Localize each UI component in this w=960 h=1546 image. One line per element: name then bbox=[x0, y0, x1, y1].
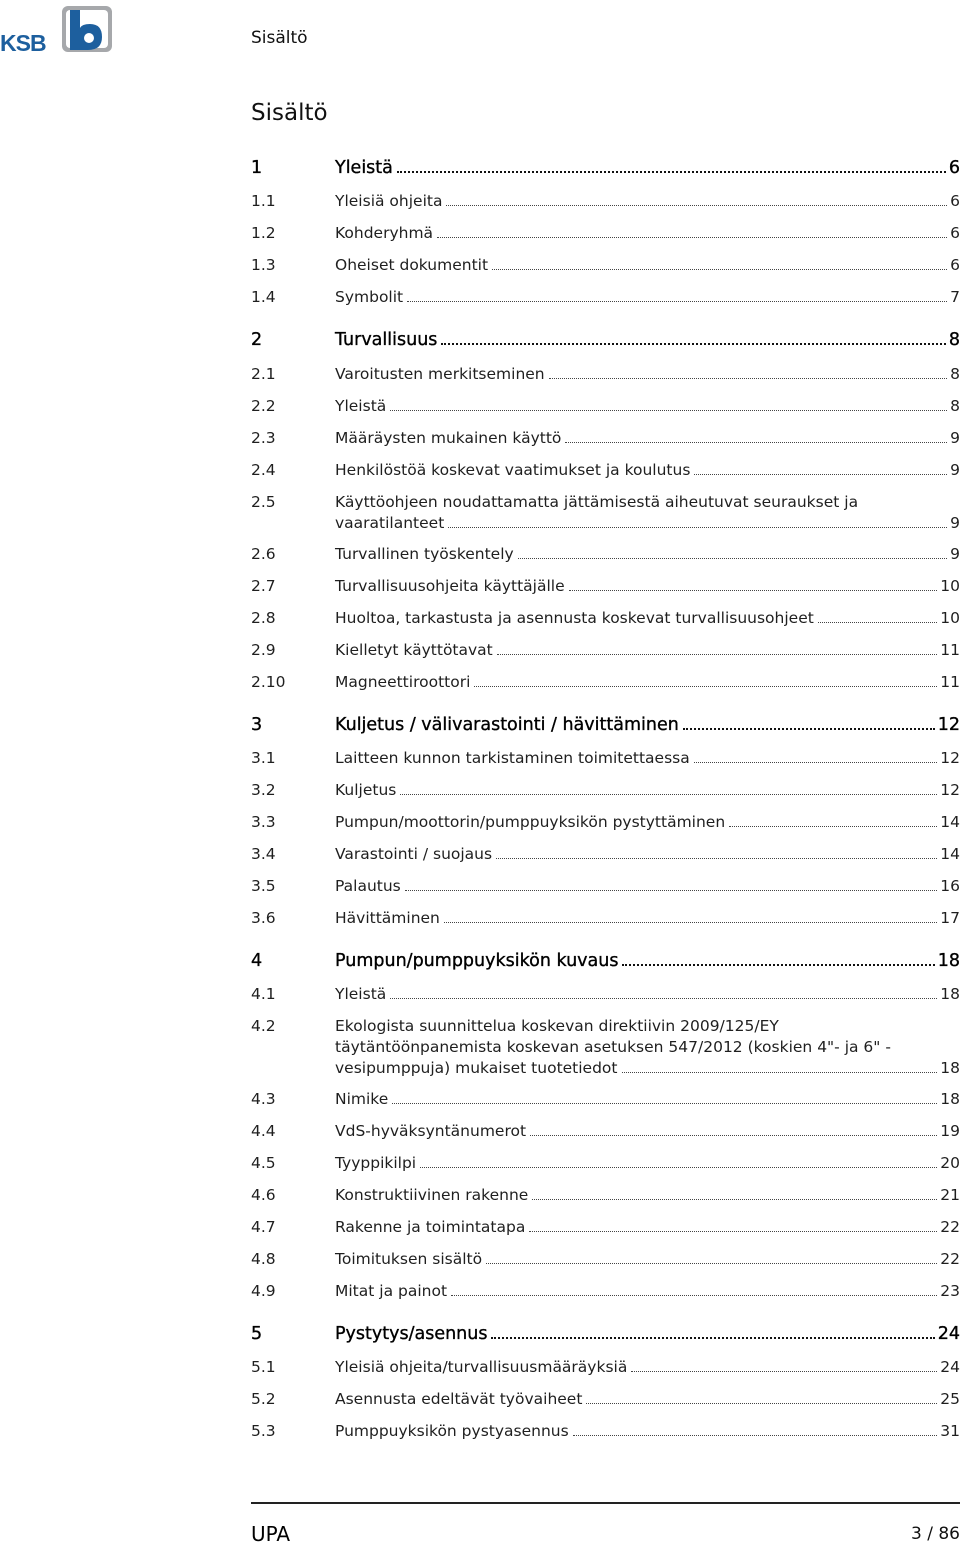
toc-entry-title-line: Laitteen kunnon tarkistaminen toimitettaessa bbox=[335, 749, 690, 767]
toc-entry-page: 22 bbox=[940, 1218, 960, 1236]
toc-entry-number: 2.3 bbox=[251, 429, 276, 447]
toc-entry-page: 23 bbox=[940, 1282, 960, 1300]
toc-entry-title-line: Rakenne ja toimintatapa bbox=[335, 1218, 526, 1236]
footer-document-name: UPA bbox=[251, 1522, 291, 1546]
toc-entry-title bbox=[335, 844, 960, 865]
toc-entry-page: 10 bbox=[940, 577, 960, 595]
toc-entry-number: 2.1 bbox=[251, 365, 276, 383]
toc-entry-page: 14 bbox=[940, 813, 960, 831]
toc-entry-title-line: Turvallinen työskentely bbox=[335, 545, 514, 563]
toc-entry-number: 2.7 bbox=[251, 577, 276, 595]
toc-entry-title-line: Tyyppikilpi bbox=[335, 1154, 417, 1172]
toc-entry-title bbox=[335, 191, 960, 212]
dot-leader bbox=[549, 378, 947, 379]
toc-entry-page: 16 bbox=[940, 877, 960, 895]
toc-entry-page: 6 bbox=[950, 192, 960, 210]
toc-entry-title-line: Hävittäminen bbox=[335, 909, 440, 927]
toc-entry-number: 4 bbox=[251, 951, 263, 971]
toc-entry-title bbox=[335, 492, 960, 534]
toc-entry-title bbox=[335, 672, 960, 693]
toc-entry-title-line: Mitat ja painot bbox=[335, 1282, 448, 1300]
toc-entry-title bbox=[335, 1121, 960, 1142]
dot-leader bbox=[420, 1167, 937, 1168]
toc-entry-number: 4.3 bbox=[251, 1090, 276, 1108]
toc-entry-number: 4.7 bbox=[251, 1218, 276, 1236]
dot-leader bbox=[400, 794, 937, 795]
toc-entry-page: 21 bbox=[940, 1186, 960, 1204]
toc-entry-page: 8 bbox=[948, 330, 960, 350]
toc-entry-number: 2.4 bbox=[251, 461, 276, 479]
toc-entry-title-line: VdS-hyväksyntänumerot bbox=[335, 1122, 527, 1140]
toc-entry-title bbox=[335, 1324, 960, 1345]
toc-entry-page: 22 bbox=[940, 1250, 960, 1268]
toc-entry-title-line: vesipumppuja) mukaiset tuotetiedot bbox=[335, 1059, 618, 1077]
dot-leader bbox=[622, 1072, 938, 1073]
toc-entry-page: 14 bbox=[940, 845, 960, 863]
toc-entry-title-line: Pystytys/asennus bbox=[335, 1324, 488, 1344]
toc-entry-page: 12 bbox=[940, 749, 960, 767]
toc-entry-page: 18 bbox=[937, 951, 960, 971]
toc-entry-title bbox=[335, 1016, 960, 1079]
toc-entry-title-line: Yleisiä ohjeita/turvallisuusmääräyksiä bbox=[335, 1358, 628, 1376]
toc-entry-title-line: Pumppuyksikön pystyasennus bbox=[335, 1422, 569, 1440]
toc-entry-page: 10 bbox=[940, 609, 960, 627]
dot-leader bbox=[451, 1295, 937, 1296]
toc-entry-number: 4.4 bbox=[251, 1122, 276, 1140]
toc-entry-title-line: Palautus bbox=[335, 877, 401, 895]
dot-leader bbox=[390, 410, 947, 411]
toc-entry-title bbox=[335, 715, 960, 736]
toc-entry-title bbox=[335, 576, 960, 597]
toc-entry-title bbox=[335, 1153, 960, 1174]
dot-leader bbox=[683, 728, 935, 730]
toc-entry-title bbox=[335, 255, 960, 276]
toc-entry-title bbox=[335, 460, 960, 481]
dot-leader bbox=[405, 890, 938, 891]
footer-page-number: 3 / 86 bbox=[911, 1524, 960, 1544]
dot-leader bbox=[437, 237, 947, 238]
toc-entry-title-line: Ekologista suunnittelua koskevan direktiivin 2009/125/EY bbox=[335, 1017, 779, 1035]
toc-entry-title bbox=[335, 1217, 960, 1238]
toc-entry-number: 3.6 bbox=[251, 909, 276, 927]
toc-entry-number: 4.8 bbox=[251, 1250, 276, 1268]
dot-leader bbox=[446, 205, 947, 206]
toc-entry-title bbox=[335, 396, 960, 417]
dot-leader bbox=[529, 1231, 937, 1232]
dot-leader bbox=[444, 922, 937, 923]
toc-entry-title-line: Yleistä bbox=[335, 397, 387, 415]
toc-entry-page: 18 bbox=[940, 1090, 960, 1108]
toc-entry-title-line: Yleistä bbox=[335, 985, 387, 1003]
toc-entry-page: 8 bbox=[950, 365, 960, 383]
dot-leader bbox=[518, 558, 947, 559]
toc-entry-number: 1.3 bbox=[251, 256, 276, 274]
toc-entry-page: 24 bbox=[940, 1358, 960, 1376]
ksb-logo-text: KSB bbox=[0, 30, 46, 54]
toc-entry-number: 1.2 bbox=[251, 224, 276, 242]
dot-leader bbox=[497, 654, 938, 655]
dot-leader bbox=[573, 1435, 938, 1436]
dot-leader bbox=[532, 1199, 937, 1200]
toc-entry-title-line: Käyttöohjeen noudattamatta jättämisestä aiheutuvat seuraukset ja bbox=[335, 493, 859, 511]
toc-entry-number: 1.4 bbox=[251, 288, 276, 306]
dot-leader bbox=[492, 269, 947, 270]
toc-entry-number: 4.5 bbox=[251, 1154, 276, 1172]
toc-entry-number: 2 bbox=[251, 330, 263, 350]
toc-entry-title bbox=[335, 780, 960, 801]
toc-entry-title-line: Yleistä bbox=[335, 158, 393, 178]
toc-entry-title-line: vaaratilanteet bbox=[335, 514, 445, 532]
dot-leader bbox=[622, 964, 934, 966]
toc-entry-title-line: Magneettiroottori bbox=[335, 673, 471, 691]
toc-entry-number: 3.5 bbox=[251, 877, 276, 895]
toc-entry-page: 9 bbox=[950, 461, 960, 479]
toc-entry-page: 6 bbox=[950, 256, 960, 274]
toc-entry-page: 9 bbox=[950, 545, 960, 563]
toc-entry-title bbox=[335, 876, 960, 897]
toc-entry-page: 7 bbox=[950, 288, 960, 306]
toc-entry-title bbox=[335, 330, 960, 351]
toc-entry-number: 4.1 bbox=[251, 985, 276, 1003]
toc-entry-title-line: Huoltoa, tarkastusta ja asennusta koskevat turvallisuusohjeet bbox=[335, 609, 814, 627]
toc-entry-number: 1.1 bbox=[251, 192, 276, 210]
toc-entry-title-line: Henkilöstöä koskevat vaatimukset ja koulutus bbox=[335, 461, 691, 479]
dot-leader bbox=[631, 1371, 937, 1372]
toc-entry-number: 4.2 bbox=[251, 1017, 276, 1035]
toc-entry-number: 2.10 bbox=[251, 673, 286, 691]
toc-entry-page: 9 bbox=[950, 514, 960, 532]
dot-leader bbox=[486, 1263, 937, 1264]
toc-entry-title bbox=[335, 640, 960, 661]
toc-entry-title-line: Konstruktiivinen rakenne bbox=[335, 1186, 529, 1204]
dot-leader bbox=[818, 622, 937, 623]
dot-leader bbox=[496, 858, 937, 859]
toc-entry-title bbox=[335, 1421, 960, 1442]
toc-entry-title-line: Turvallisuusohjeita käyttäjälle bbox=[335, 577, 565, 595]
toc-entry-page: 19 bbox=[940, 1122, 960, 1140]
dot-leader bbox=[586, 1403, 937, 1404]
dot-leader bbox=[390, 998, 937, 999]
toc-entry-number: 1 bbox=[251, 158, 263, 178]
toc-entry-title bbox=[335, 287, 960, 308]
toc-entry-number: 3 bbox=[251, 715, 263, 735]
toc-entry-title bbox=[335, 1089, 960, 1110]
dot-leader bbox=[565, 442, 947, 443]
toc-entry-number: 2.8 bbox=[251, 609, 276, 627]
toc-entry-title bbox=[335, 1185, 960, 1206]
toc-entry-page: 11 bbox=[940, 673, 960, 691]
toc-entry-number: 5.1 bbox=[251, 1358, 276, 1376]
toc-entry-title-line: Pumpun/moottorin/pumppuyksikön pystyttäminen bbox=[335, 813, 726, 831]
toc-entry-title-line: Kuljetus / välivarastointi / hävittäminen bbox=[335, 715, 679, 735]
toc-entry-number: 5 bbox=[251, 1324, 263, 1344]
toc-entry-title bbox=[335, 1389, 960, 1410]
dot-leader bbox=[729, 826, 937, 827]
toc-entry-page: 17 bbox=[940, 909, 960, 927]
toc-entry-title bbox=[335, 748, 960, 769]
ksb-logo bbox=[0, 4, 116, 54]
toc-entry-title-line: Yleisiä ohjeita bbox=[335, 192, 443, 210]
toc-entry-title-line: Määräysten mukainen käyttö bbox=[335, 429, 562, 447]
toc-entry-title-line: Oheiset dokumentit bbox=[335, 256, 489, 274]
toc-entry-number: 2.9 bbox=[251, 641, 276, 659]
dot-leader bbox=[569, 590, 938, 591]
toc-entry-title bbox=[335, 1357, 960, 1378]
toc-entry-number: 3.3 bbox=[251, 813, 276, 831]
toc-entry-number: 2.6 bbox=[251, 545, 276, 563]
dot-leader bbox=[441, 343, 945, 345]
dot-leader bbox=[530, 1135, 937, 1136]
toc-entry-title-line: Pumpun/pumppuyksikön kuvaus bbox=[335, 951, 619, 971]
dot-leader bbox=[448, 527, 947, 528]
toc-entry-title-line: Varastointi / suojaus bbox=[335, 845, 493, 863]
toc-entry-title-line: Toimituksen sisältö bbox=[335, 1250, 483, 1268]
toc-entry-title-line: Nimike bbox=[335, 1090, 389, 1108]
toc-entry-title bbox=[335, 544, 960, 565]
toc-entry-number: 3.1 bbox=[251, 749, 276, 767]
dot-leader bbox=[694, 762, 938, 763]
toc-entry-page: 6 bbox=[948, 158, 960, 178]
toc-entry-number: 2.5 bbox=[251, 493, 276, 511]
toc-entry-title bbox=[335, 364, 960, 385]
toc-entry-title bbox=[335, 951, 960, 972]
header-title: Sisältö bbox=[251, 28, 308, 48]
toc-entry-page: 25 bbox=[940, 1390, 960, 1408]
toc-entry-title bbox=[335, 608, 960, 629]
toc-entry-page: 11 bbox=[940, 641, 960, 659]
toc-entry-title bbox=[335, 1281, 960, 1302]
toc-entry-number: 4.6 bbox=[251, 1186, 276, 1204]
footer-divider bbox=[251, 1502, 960, 1504]
toc-entry-title-line: Kohderyhmä bbox=[335, 224, 434, 242]
toc-entry-page: 12 bbox=[940, 781, 960, 799]
toc-entry-number: 3.4 bbox=[251, 845, 276, 863]
toc-entry-page: 18 bbox=[940, 985, 960, 1003]
page-title: Sisältö bbox=[251, 100, 328, 126]
dot-leader bbox=[397, 171, 946, 173]
toc-entry-page: 24 bbox=[937, 1324, 960, 1344]
toc-entry-number: 3.2 bbox=[251, 781, 276, 799]
toc-entry-title bbox=[335, 158, 960, 179]
toc-entry-title-line: Asennusta edeltävät työvaiheet bbox=[335, 1390, 583, 1408]
toc-entry-page: 6 bbox=[950, 224, 960, 242]
toc-entry-title-line: täytäntöönpanemista koskevan asetuksen 547/2012 (koskien 4"- ja 6" - bbox=[335, 1038, 891, 1056]
dot-leader bbox=[474, 686, 937, 687]
toc-entry-page: 20 bbox=[940, 1154, 960, 1172]
toc-entry-title-line: Symbolit bbox=[335, 288, 404, 306]
toc-entry-page: 8 bbox=[950, 397, 960, 415]
dot-leader bbox=[392, 1103, 937, 1104]
dot-leader bbox=[407, 301, 947, 302]
toc-entry-title bbox=[335, 1249, 960, 1270]
toc-entry-number: 4.9 bbox=[251, 1282, 276, 1300]
toc-entry-title-line: Kuljetus bbox=[335, 781, 397, 799]
toc-entry-title bbox=[335, 984, 960, 1005]
toc-entry-title bbox=[335, 812, 960, 833]
toc-entry-number: 5.3 bbox=[251, 1422, 276, 1440]
dot-leader bbox=[491, 1337, 934, 1339]
toc-entry-title bbox=[335, 223, 960, 244]
toc-entry-number: 5.2 bbox=[251, 1390, 276, 1408]
toc-entry-page: 9 bbox=[950, 429, 960, 447]
toc-entry-number: 2.2 bbox=[251, 397, 276, 415]
toc-entry-page: 12 bbox=[937, 715, 960, 735]
toc-entry-title-line: Turvallisuus bbox=[335, 330, 438, 350]
toc-entry-page: 31 bbox=[940, 1422, 960, 1440]
toc-entry-page: 18 bbox=[940, 1059, 960, 1077]
toc-entry-title bbox=[335, 908, 960, 929]
toc-entry-title-line: Kielletyt käyttötavat bbox=[335, 641, 493, 659]
toc-entry-title bbox=[335, 428, 960, 449]
toc-entry-title-line: Varoitusten merkitseminen bbox=[335, 365, 545, 383]
dot-leader bbox=[694, 474, 947, 475]
